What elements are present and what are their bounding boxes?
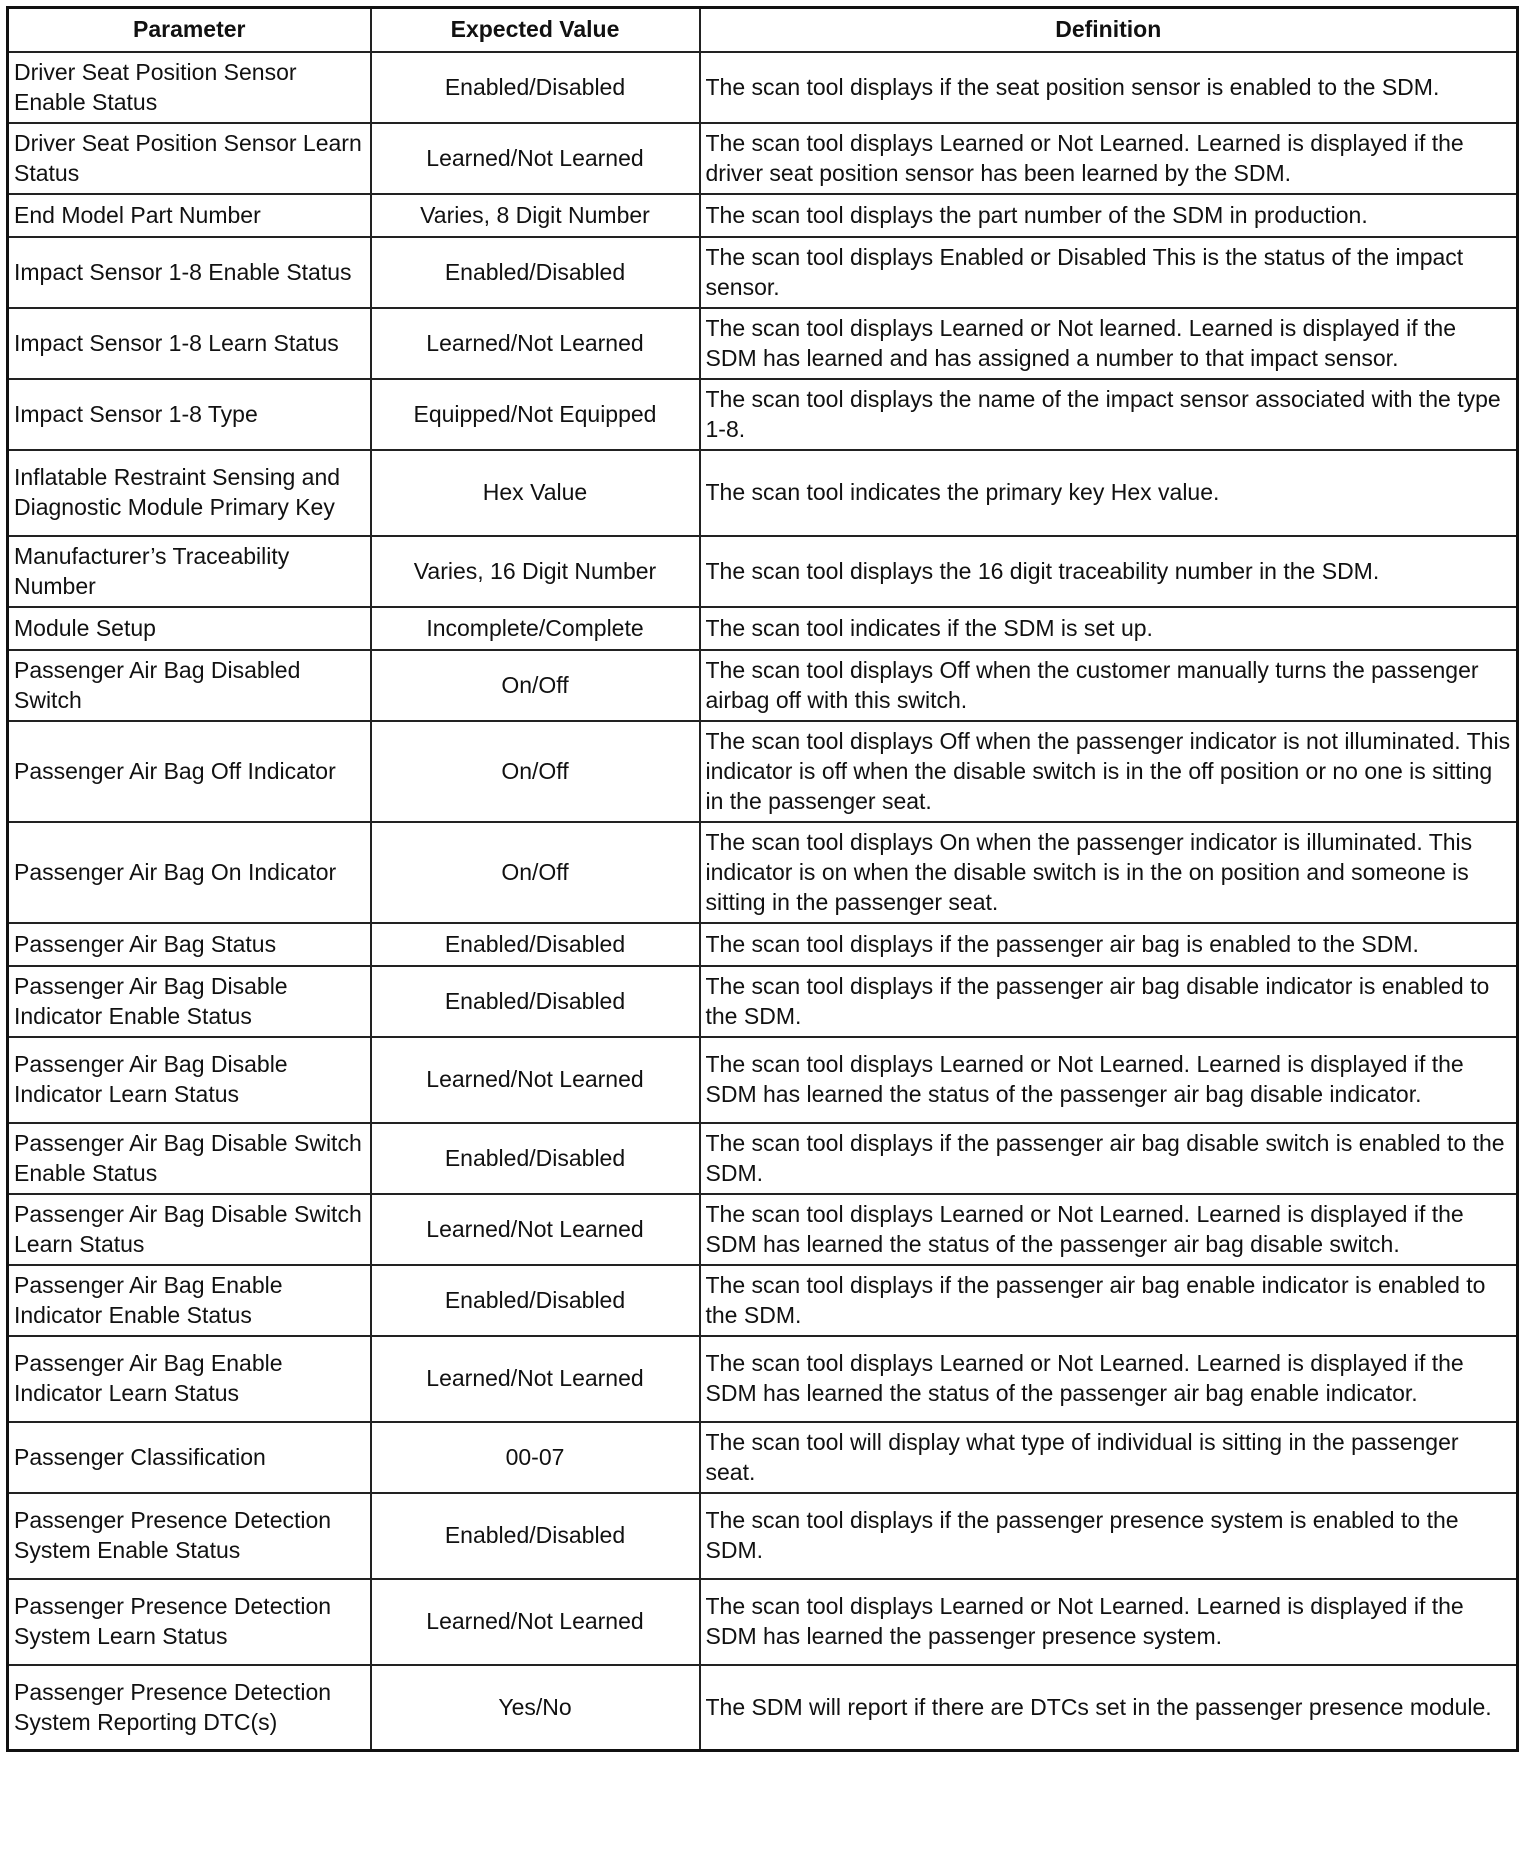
expected-value-cell: Varies, 16 Digit Number <box>371 536 700 607</box>
expected-value-cell: Yes/No <box>371 1665 700 1751</box>
table-row <box>8 822 1518 923</box>
definition-cell: The scan tool displays the name of the impact sensor associated with the type 1-8. <box>700 379 1518 450</box>
table-row <box>8 1493 1518 1579</box>
definition-cell: The scan tool displays if the passenger air bag is enabled to the SDM. <box>700 923 1518 966</box>
parameter-cell: Driver Seat Position Sensor Enable Status <box>8 52 371 123</box>
table-row <box>8 1194 1518 1265</box>
expected-value-cell: On/Off <box>371 822 700 923</box>
expected-value-cell: Learned/Not Learned <box>371 1037 700 1123</box>
table-row <box>8 308 1518 379</box>
table-row <box>8 966 1518 1037</box>
definition-cell: The scan tool displays the part number of the SDM in production. <box>700 194 1518 237</box>
expected-value-cell: Enabled/Disabled <box>371 1265 700 1336</box>
definition-cell: The scan tool displays Off when the customer manually turns the passenger airbag off with this switch. <box>700 650 1518 721</box>
table-row <box>8 194 1518 237</box>
definition-cell: The scan tool displays Learned or Not Learned. Learned is displayed if the SDM has learned the passenger presence system. <box>700 1579 1518 1665</box>
definition-cell: The SDM will report if there are DTCs set in the passenger presence module. <box>700 1665 1518 1751</box>
definition-cell: The scan tool will display what type of individual is sitting in the passenger seat. <box>700 1422 1518 1493</box>
parameter-cell: Passenger Air Bag Status <box>8 923 371 966</box>
table-row <box>8 1336 1518 1422</box>
parameter-cell: Passenger Air Bag Disable Indicator Learn Status <box>8 1037 371 1123</box>
table-row <box>8 1265 1518 1336</box>
parameter-table <box>6 6 1519 1752</box>
header-definition: Definition <box>700 8 1518 52</box>
table-row <box>8 1123 1518 1194</box>
table-row <box>8 450 1518 536</box>
table-row <box>8 1422 1518 1493</box>
definition-cell: The scan tool displays Off when the passenger indicator is not illuminated. This indicator is off when the disable switch is in the off position or no one is sitting in the passenger seat. <box>700 721 1518 822</box>
expected-value-cell: Enabled/Disabled <box>371 52 700 123</box>
parameter-cell: Passenger Air Bag Enable Indicator Learn Status <box>8 1336 371 1422</box>
expected-value-cell: Enabled/Disabled <box>371 923 700 966</box>
expected-value-cell: 00-07 <box>371 1422 700 1493</box>
definition-cell: The scan tool displays Enabled or Disabled This is the status of the impact sensor. <box>700 237 1518 308</box>
parameter-cell: Passenger Air Bag Enable Indicator Enable Status <box>8 1265 371 1336</box>
table-row <box>8 379 1518 450</box>
table-row <box>8 923 1518 966</box>
table-header-row <box>8 8 1518 52</box>
parameter-cell: Passenger Air Bag On Indicator <box>8 822 371 923</box>
parameter-cell: Passenger Presence Detection System Learn Status <box>8 1579 371 1665</box>
definition-cell: The scan tool displays if the passenger presence system is enabled to the SDM. <box>700 1493 1518 1579</box>
definition-cell: The scan tool displays if the passenger air bag enable indicator is enabled to the SDM. <box>700 1265 1518 1336</box>
parameter-cell: Passenger Presence Detection System Enable Status <box>8 1493 371 1579</box>
definition-cell: The scan tool displays Learned or Not Learned. Learned is displayed if the SDM has learned the status of the passenger air bag disable indicator. <box>700 1037 1518 1123</box>
expected-value-cell: On/Off <box>371 650 700 721</box>
table-row <box>8 1665 1518 1751</box>
parameter-cell: Passenger Air Bag Disable Switch Enable Status <box>8 1123 371 1194</box>
table-row <box>8 721 1518 822</box>
parameter-cell: Passenger Air Bag Disable Indicator Enable Status <box>8 966 371 1037</box>
parameter-cell: Impact Sensor 1-8 Type <box>8 379 371 450</box>
parameter-cell: Impact Sensor 1-8 Enable Status <box>8 237 371 308</box>
parameter-cell: Driver Seat Position Sensor Learn Status <box>8 123 371 194</box>
definition-cell: The scan tool indicates the primary key Hex value. <box>700 450 1518 536</box>
table-row <box>8 237 1518 308</box>
definition-cell: The scan tool displays if the seat position sensor is enabled to the SDM. <box>700 52 1518 123</box>
expected-value-cell: Enabled/Disabled <box>371 1123 700 1194</box>
definition-cell: The scan tool displays if the passenger air bag disable indicator is enabled to the SDM. <box>700 966 1518 1037</box>
table-row <box>8 607 1518 650</box>
expected-value-cell: Hex Value <box>371 450 700 536</box>
table-row <box>8 1037 1518 1123</box>
expected-value-cell: Varies, 8 Digit Number <box>371 194 700 237</box>
parameter-cell: Manufacturer’s Traceability Number <box>8 536 371 607</box>
definition-cell: The scan tool displays On when the passenger indicator is illuminated. This indicator is on when the disable switch is in the on position and someone is sitting in the passenger seat. <box>700 822 1518 923</box>
header-parameter: Parameter <box>8 8 371 52</box>
parameter-cell: Passenger Classification <box>8 1422 371 1493</box>
table-row <box>8 650 1518 721</box>
expected-value-cell: Learned/Not Learned <box>371 308 700 379</box>
parameter-cell: Impact Sensor 1-8 Learn Status <box>8 308 371 379</box>
definition-cell: The scan tool displays Learned or Not learned. Learned is displayed if the SDM has learned and has assigned a number to that impact sensor. <box>700 308 1518 379</box>
expected-value-cell: Enabled/Disabled <box>371 966 700 1037</box>
expected-value-cell: Equipped/Not Equipped <box>371 379 700 450</box>
table-row <box>8 536 1518 607</box>
expected-value-cell: Learned/Not Learned <box>371 1579 700 1665</box>
table-row <box>8 52 1518 123</box>
table-row <box>8 123 1518 194</box>
parameter-cell: Passenger Air Bag Disable Switch Learn Status <box>8 1194 371 1265</box>
expected-value-cell: Incomplete/Complete <box>371 607 700 650</box>
definition-cell: The scan tool displays Learned or Not Learned. Learned is displayed if the driver seat position sensor has been learned by the SDM. <box>700 123 1518 194</box>
parameter-cell: Passenger Air Bag Disabled Switch <box>8 650 371 721</box>
expected-value-cell: Learned/Not Learned <box>371 1336 700 1422</box>
parameter-cell: Module Setup <box>8 607 371 650</box>
parameter-cell: End Model Part Number <box>8 194 371 237</box>
table-row <box>8 1579 1518 1665</box>
parameter-cell: Passenger Presence Detection System Reporting DTC(s) <box>8 1665 371 1751</box>
definition-cell: The scan tool displays Learned or Not Learned. Learned is displayed if the SDM has learned the status of the passenger air bag enable indicator. <box>700 1336 1518 1422</box>
definition-cell: The scan tool displays if the passenger air bag disable switch is enabled to the SDM. <box>700 1123 1518 1194</box>
expected-value-cell: Enabled/Disabled <box>371 237 700 308</box>
definition-cell: The scan tool displays Learned or Not Learned. Learned is displayed if the SDM has learned the status of the passenger air bag disable switch. <box>700 1194 1518 1265</box>
expected-value-cell: On/Off <box>371 721 700 822</box>
expected-value-cell: Learned/Not Learned <box>371 1194 700 1265</box>
definition-cell: The scan tool indicates if the SDM is set up. <box>700 607 1518 650</box>
parameter-cell: Passenger Air Bag Off Indicator <box>8 721 371 822</box>
definition-cell: The scan tool displays the 16 digit traceability number in the SDM. <box>700 536 1518 607</box>
parameter-cell: Inflatable Restraint Sensing and Diagnostic Module Primary Key <box>8 450 371 536</box>
header-expected-value: Expected Value <box>371 8 700 52</box>
expected-value-cell: Enabled/Disabled <box>371 1493 700 1579</box>
expected-value-cell: Learned/Not Learned <box>371 123 700 194</box>
